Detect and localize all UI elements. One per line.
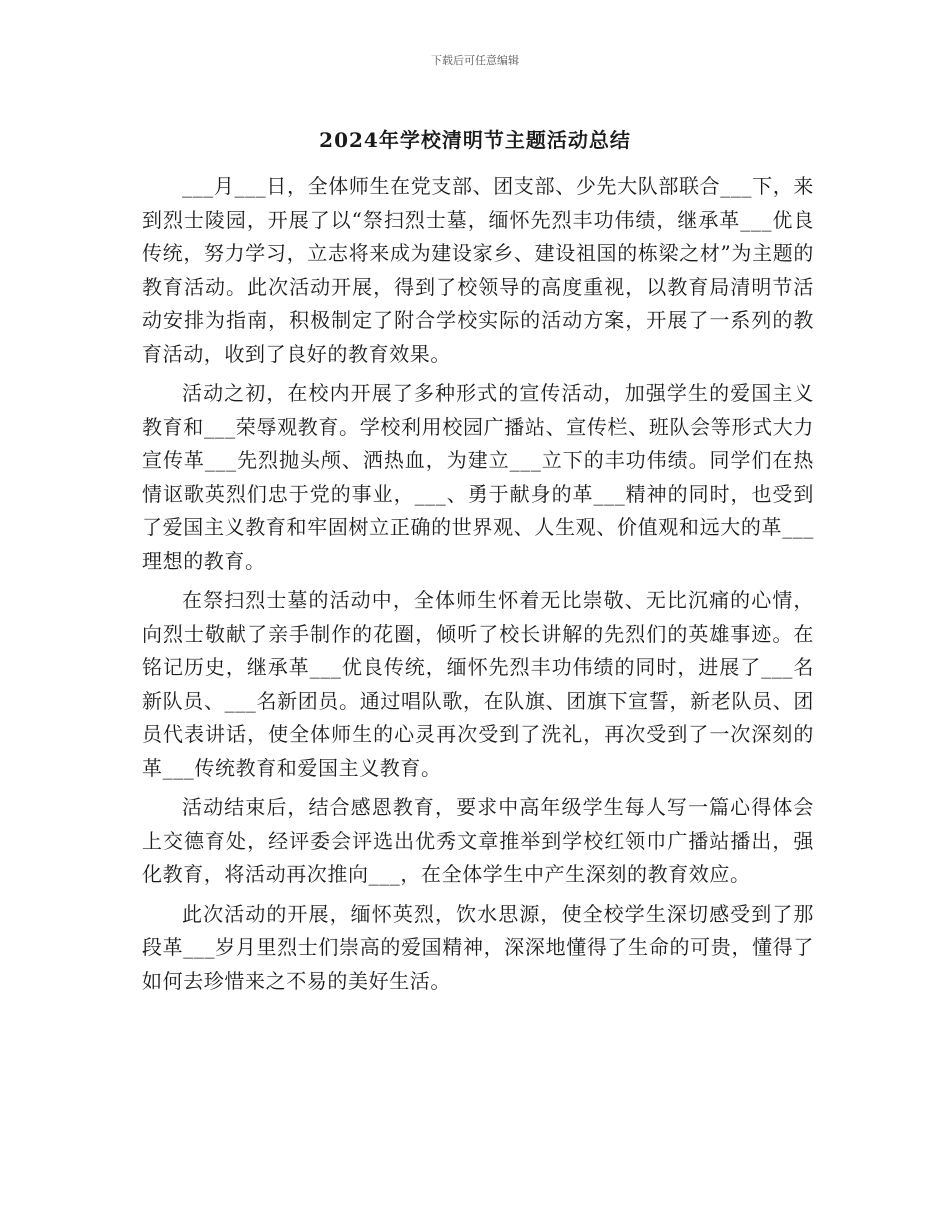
paragraph-3: 在祭扫烈士墓的活动中，全体师生怀着无比崇敬、无比沉痛的心情，向烈士敬献了亲手制作的花圈，倾听了校长讲解的先烈们的英雄事迹。在铭记历史，继承革___优良传统，缅怀先烈丰功伟绩的同时，进展了___名新队员、___名新团员。通过唱队歌，在队旗、团旗下宣誓，新老队员、团员代表讲话，使全体师生的心灵再次受到了洗礼，再次受到了一次深刻的革___传统教育和爱国主义教育。 xyxy=(142,588,814,780)
paragraph-1: ___月___日，全体师生在党支部、团支部、少先大队部联合___下，来到烈士陵园，开展了以“祭扫烈士墓，缅怀先烈丰功伟绩，继承革___优良传统，努力学习，立志将来成为建设家乡、建设祖国的栋梁之材”为主题的教育活动。此次活动开展，得到了校领导的高度重视，以教育局清明节活动安排为指南，积极制定了附合学校实际的活动方案，开展了一系列的教育活动，收到了良好的教育效果。 xyxy=(142,174,814,366)
paragraph-2: 活动之初，在校内开展了多种形式的宣传活动，加强学生的爱国主义教育和___荣辱观教育。学校利用校园广播站、宣传栏、班队会等形式大力宣传革___先烈抛头颅、洒热血，为建立___立下的丰功伟绩。同学们在热情讴歌英烈们忠于党的事业，___、勇于献身的革___精神的同时，也受到了爱国主义教育和牢固树立正确的世界观、人生观、价值观和远大的革___理想的教育。 xyxy=(142,381,814,573)
paragraph-5: 此次活动的开展，缅怀英烈，饮水思源，使全校学生深切感受到了那段革___岁月里烈士们崇高的爱国精神，深深地懂得了生命的可贵，懂得了如何去珍惜来之不易的美好生活。 xyxy=(142,901,814,993)
document-title: 2024年学校清明节主题活动总结 xyxy=(319,128,631,152)
paragraph-4: 活动结束后，结合感恩教育，要求中高年级学生每人写一篇心得体会上交德育处，经评委会评选出优秀文章推举到学校红领巾广播站播出，强化教育，将活动再次推向___，在全体学生中产生深刻的教育效应。 xyxy=(142,795,814,886)
header-note: 下载后可任意编辑 xyxy=(431,54,519,67)
document-body xyxy=(142,170,814,1004)
